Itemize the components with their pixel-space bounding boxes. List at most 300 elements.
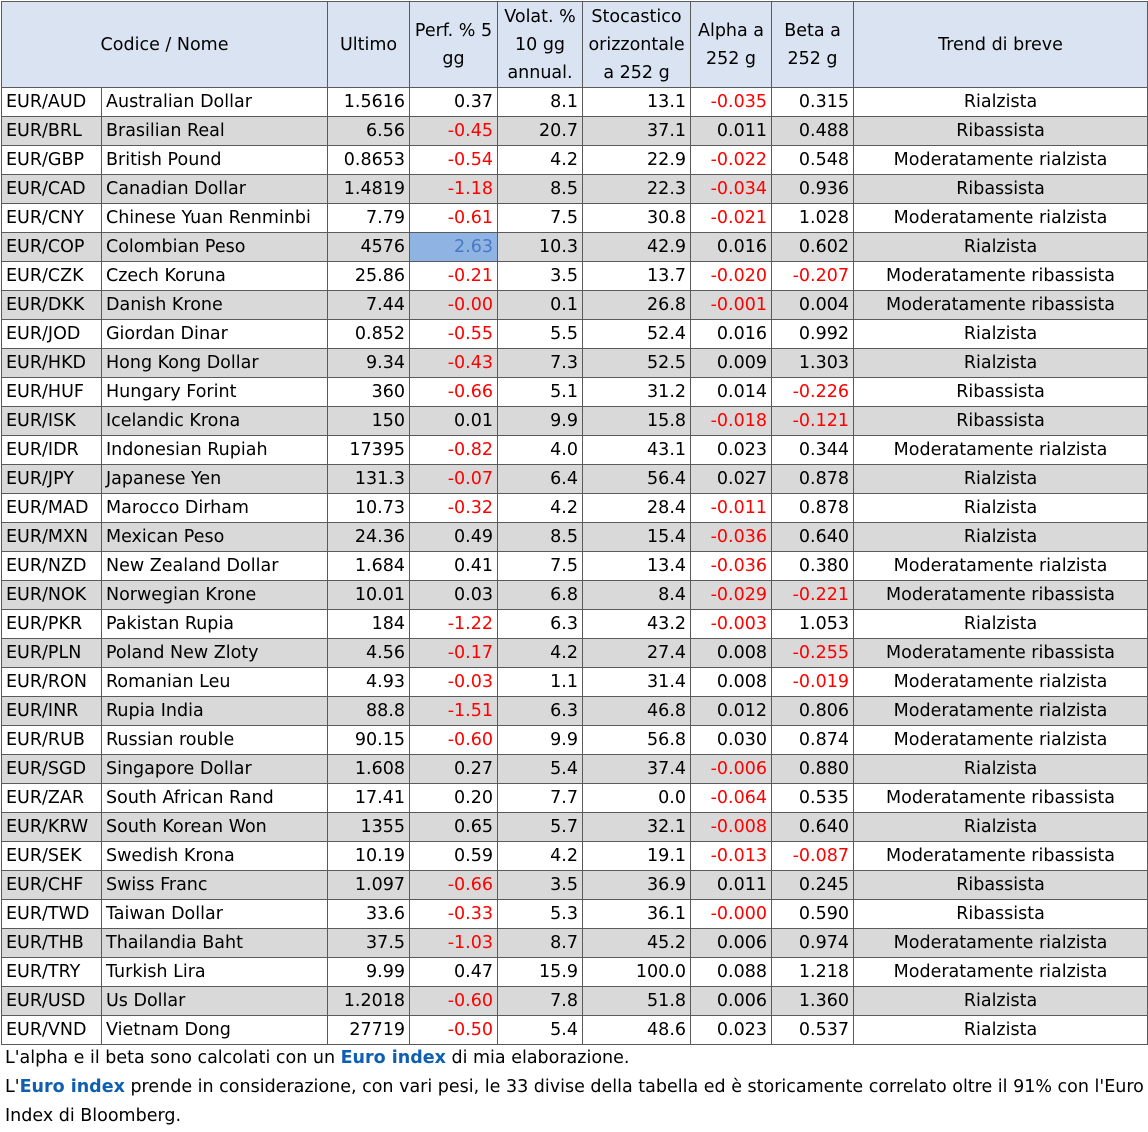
cell-stochastic[interactable]: 36.9 (583, 871, 691, 900)
cell-beta[interactable]: 0.974 (772, 929, 854, 958)
cell-perf[interactable]: 0.47 (410, 958, 498, 987)
cell-name[interactable]: South Korean Won (102, 813, 328, 842)
cell-perf[interactable]: -1.18 (410, 175, 498, 204)
cell-perf[interactable]: -0.07 (410, 465, 498, 494)
cell-volatility[interactable]: 4.2 (498, 639, 583, 668)
cell-volatility[interactable]: 5.7 (498, 813, 583, 842)
cell-alpha[interactable]: 0.023 (691, 436, 772, 465)
cell-trend[interactable]: Moderatamente rialzista (854, 204, 1148, 233)
cell-stochastic[interactable]: 15.4 (583, 523, 691, 552)
cell-last[interactable]: 90.15 (328, 726, 410, 755)
cell-name[interactable]: Indonesian Rupiah (102, 436, 328, 465)
cell-volatility[interactable]: 5.4 (498, 755, 583, 784)
cell-trend[interactable]: Rialzista (854, 523, 1148, 552)
cell-code[interactable]: EUR/ISK (2, 407, 102, 436)
cell-alpha[interactable]: -0.011 (691, 494, 772, 523)
cell-name[interactable]: Norwegian Krone (102, 581, 328, 610)
cell-beta[interactable]: 1.218 (772, 958, 854, 987)
cell-perf[interactable]: -0.82 (410, 436, 498, 465)
cell-last[interactable]: 1.608 (328, 755, 410, 784)
cell-stochastic[interactable]: 56.8 (583, 726, 691, 755)
cell-trend[interactable]: Moderatamente ribassista (854, 842, 1148, 871)
cell-last[interactable]: 10.19 (328, 842, 410, 871)
cell-stochastic[interactable]: 31.4 (583, 668, 691, 697)
cell-perf[interactable]: 0.41 (410, 552, 498, 581)
cell-volatility[interactable]: 7.7 (498, 784, 583, 813)
cell-code[interactable]: EUR/RON (2, 668, 102, 697)
cell-name[interactable]: Japanese Yen (102, 465, 328, 494)
cell-stochastic[interactable]: 30.8 (583, 204, 691, 233)
cell-beta[interactable]: 0.874 (772, 726, 854, 755)
cell-stochastic[interactable]: 37.1 (583, 117, 691, 146)
cell-trend[interactable]: Rialzista (854, 610, 1148, 639)
cell-perf[interactable]: 0.01 (410, 407, 498, 436)
cell-last[interactable]: 1.4819 (328, 175, 410, 204)
cell-stochastic[interactable]: 52.5 (583, 349, 691, 378)
cell-code[interactable]: EUR/AUD (2, 88, 102, 117)
cell-stochastic[interactable]: 0.0 (583, 784, 691, 813)
cell-code[interactable]: EUR/MXN (2, 523, 102, 552)
cell-code[interactable]: EUR/HUF (2, 378, 102, 407)
cell-name[interactable]: Swiss Franc (102, 871, 328, 900)
cell-last[interactable]: 1.2018 (328, 987, 410, 1016)
cell-name[interactable]: Australian Dollar (102, 88, 328, 117)
cell-name[interactable]: Turkish Lira (102, 958, 328, 987)
cell-beta[interactable]: 1.303 (772, 349, 854, 378)
cell-volatility[interactable]: 1.1 (498, 668, 583, 697)
cell-perf[interactable]: -0.43 (410, 349, 498, 378)
cell-beta[interactable]: 0.806 (772, 697, 854, 726)
cell-name[interactable]: Swedish Krona (102, 842, 328, 871)
cell-name[interactable]: Poland New Zloty (102, 639, 328, 668)
cell-trend[interactable]: Moderatamente rialzista (854, 146, 1148, 175)
cell-last[interactable]: 0.8653 (328, 146, 410, 175)
cell-code[interactable]: EUR/COP (2, 233, 102, 262)
cell-alpha[interactable]: 0.011 (691, 117, 772, 146)
cell-alpha[interactable]: 0.006 (691, 987, 772, 1016)
cell-beta[interactable]: 0.380 (772, 552, 854, 581)
cell-name[interactable]: Mexican Peso (102, 523, 328, 552)
header-beta[interactable]: Beta a 252 g (772, 2, 854, 88)
cell-volatility[interactable]: 15.9 (498, 958, 583, 987)
cell-perf[interactable]: -0.54 (410, 146, 498, 175)
cell-last[interactable]: 150 (328, 407, 410, 436)
cell-alpha[interactable]: -0.006 (691, 755, 772, 784)
cell-beta[interactable]: 0.878 (772, 465, 854, 494)
cell-alpha[interactable]: 0.016 (691, 320, 772, 349)
cell-name[interactable]: British Pound (102, 146, 328, 175)
cell-trend[interactable]: Moderatamente rialzista (854, 958, 1148, 987)
cell-stochastic[interactable]: 28.4 (583, 494, 691, 523)
cell-name[interactable]: Colombian Peso (102, 233, 328, 262)
cell-stochastic[interactable]: 13.7 (583, 262, 691, 291)
cell-volatility[interactable]: 3.5 (498, 262, 583, 291)
cell-stochastic[interactable]: 37.4 (583, 755, 691, 784)
cell-code[interactable]: EUR/SGD (2, 755, 102, 784)
cell-stochastic[interactable]: 45.2 (583, 929, 691, 958)
cell-alpha[interactable]: -0.020 (691, 262, 772, 291)
cell-alpha[interactable]: 0.008 (691, 639, 772, 668)
cell-perf[interactable]: -0.60 (410, 987, 498, 1016)
cell-last[interactable]: 4.56 (328, 639, 410, 668)
cell-trend[interactable]: Rialzista (854, 813, 1148, 842)
header-trend[interactable]: Trend di breve (854, 2, 1148, 88)
cell-beta[interactable]: 0.992 (772, 320, 854, 349)
cell-alpha[interactable]: -0.008 (691, 813, 772, 842)
cell-stochastic[interactable]: 48.6 (583, 1016, 691, 1045)
cell-volatility[interactable]: 0.1 (498, 291, 583, 320)
cell-perf[interactable]: -0.17 (410, 639, 498, 668)
cell-alpha[interactable]: -0.003 (691, 610, 772, 639)
cell-beta[interactable]: 0.245 (772, 871, 854, 900)
cell-name[interactable]: New Zealand Dollar (102, 552, 328, 581)
cell-last[interactable]: 1.5616 (328, 88, 410, 117)
cell-beta[interactable]: -0.207 (772, 262, 854, 291)
cell-name[interactable]: Vietnam Dong (102, 1016, 328, 1045)
cell-beta[interactable]: -0.121 (772, 407, 854, 436)
cell-perf[interactable]: -0.33 (410, 900, 498, 929)
cell-trend[interactable]: Rialzista (854, 233, 1148, 262)
cell-name[interactable]: Czech Koruna (102, 262, 328, 291)
cell-volatility[interactable]: 6.3 (498, 697, 583, 726)
cell-beta[interactable]: 0.315 (772, 88, 854, 117)
cell-code[interactable]: EUR/BRL (2, 117, 102, 146)
cell-code[interactable]: EUR/NOK (2, 581, 102, 610)
cell-last[interactable]: 25.86 (328, 262, 410, 291)
cell-alpha[interactable]: 0.012 (691, 697, 772, 726)
cell-code[interactable]: EUR/VND (2, 1016, 102, 1045)
cell-volatility[interactable]: 5.4 (498, 1016, 583, 1045)
cell-beta[interactable]: 0.004 (772, 291, 854, 320)
cell-volatility[interactable]: 10.3 (498, 233, 583, 262)
cell-alpha[interactable]: 0.014 (691, 378, 772, 407)
cell-code[interactable]: EUR/NZD (2, 552, 102, 581)
cell-stochastic[interactable]: 22.3 (583, 175, 691, 204)
cell-name[interactable]: Russian rouble (102, 726, 328, 755)
cell-perf[interactable]: -1.03 (410, 929, 498, 958)
cell-alpha[interactable]: -0.036 (691, 552, 772, 581)
cell-volatility[interactable]: 3.5 (498, 871, 583, 900)
cell-name[interactable]: Marocco Dirham (102, 494, 328, 523)
cell-alpha[interactable]: 0.006 (691, 929, 772, 958)
cell-volatility[interactable]: 9.9 (498, 726, 583, 755)
cell-last[interactable]: 37.5 (328, 929, 410, 958)
cell-name[interactable]: Hong Kong Dollar (102, 349, 328, 378)
cell-name[interactable]: Taiwan Dollar (102, 900, 328, 929)
cell-last[interactable]: 7.79 (328, 204, 410, 233)
cell-code[interactable]: EUR/TWD (2, 900, 102, 929)
cell-last[interactable]: 10.73 (328, 494, 410, 523)
cell-stochastic[interactable]: 56.4 (583, 465, 691, 494)
cell-code[interactable]: EUR/SEK (2, 842, 102, 871)
cell-beta[interactable]: 0.602 (772, 233, 854, 262)
cell-last[interactable]: 33.6 (328, 900, 410, 929)
cell-perf[interactable]: 0.65 (410, 813, 498, 842)
cell-stochastic[interactable]: 26.8 (583, 291, 691, 320)
cell-perf[interactable]: -0.21 (410, 262, 498, 291)
cell-last[interactable]: 1355 (328, 813, 410, 842)
cell-trend[interactable]: Moderatamente rialzista (854, 697, 1148, 726)
cell-volatility[interactable]: 7.3 (498, 349, 583, 378)
cell-alpha[interactable]: -0.021 (691, 204, 772, 233)
cell-volatility[interactable]: 7.5 (498, 552, 583, 581)
cell-trend[interactable]: Rialzista (854, 88, 1148, 117)
cell-perf[interactable]: 2.63 (410, 233, 498, 262)
cell-alpha[interactable]: 0.023 (691, 1016, 772, 1045)
cell-perf[interactable]: -0.66 (410, 378, 498, 407)
cell-volatility[interactable]: 9.9 (498, 407, 583, 436)
cell-beta[interactable]: 0.537 (772, 1016, 854, 1045)
cell-beta[interactable]: -0.221 (772, 581, 854, 610)
header-perf[interactable]: Perf. % 5 gg (410, 2, 498, 88)
cell-volatility[interactable]: 6.8 (498, 581, 583, 610)
cell-stochastic[interactable]: 42.9 (583, 233, 691, 262)
cell-last[interactable]: 9.99 (328, 958, 410, 987)
cell-name[interactable]: Danish Krone (102, 291, 328, 320)
cell-beta[interactable]: 0.488 (772, 117, 854, 146)
cell-stochastic[interactable]: 19.1 (583, 842, 691, 871)
cell-last[interactable]: 360 (328, 378, 410, 407)
cell-beta[interactable]: 0.878 (772, 494, 854, 523)
cell-beta[interactable]: 0.640 (772, 523, 854, 552)
cell-name[interactable]: Hungary Forint (102, 378, 328, 407)
cell-trend[interactable]: Ribassista (854, 378, 1148, 407)
cell-stochastic[interactable]: 32.1 (583, 813, 691, 842)
cell-name[interactable]: Chinese Yuan Renminbi (102, 204, 328, 233)
cell-perf[interactable]: 0.37 (410, 88, 498, 117)
cell-code[interactable]: EUR/CHF (2, 871, 102, 900)
cell-name[interactable]: Singapore Dollar (102, 755, 328, 784)
cell-trend[interactable]: Ribassista (854, 175, 1148, 204)
cell-last[interactable]: 4576 (328, 233, 410, 262)
cell-perf[interactable]: 0.03 (410, 581, 498, 610)
cell-beta[interactable]: 0.590 (772, 900, 854, 929)
cell-trend[interactable]: Ribassista (854, 407, 1148, 436)
cell-last[interactable]: 1.097 (328, 871, 410, 900)
cell-trend[interactable]: Ribassista (854, 900, 1148, 929)
cell-perf[interactable]: -0.55 (410, 320, 498, 349)
cell-beta[interactable]: 1.360 (772, 987, 854, 1016)
cell-perf[interactable]: -0.32 (410, 494, 498, 523)
cell-perf[interactable]: -0.61 (410, 204, 498, 233)
cell-trend[interactable]: Ribassista (854, 871, 1148, 900)
cell-stochastic[interactable]: 52.4 (583, 320, 691, 349)
cell-stochastic[interactable]: 8.4 (583, 581, 691, 610)
cell-code[interactable]: EUR/PKR (2, 610, 102, 639)
cell-beta[interactable]: 0.880 (772, 755, 854, 784)
cell-beta[interactable]: -0.226 (772, 378, 854, 407)
cell-alpha[interactable]: -0.035 (691, 88, 772, 117)
cell-name[interactable]: South African Rand (102, 784, 328, 813)
cell-last[interactable]: 6.56 (328, 117, 410, 146)
header-alpha[interactable]: Alpha a 252 g (691, 2, 772, 88)
cell-trend[interactable]: Rialzista (854, 320, 1148, 349)
cell-code[interactable]: EUR/CNY (2, 204, 102, 233)
cell-last[interactable]: 0.852 (328, 320, 410, 349)
cell-trend[interactable]: Moderatamente rialzista (854, 552, 1148, 581)
cell-beta[interactable]: 1.028 (772, 204, 854, 233)
cell-beta[interactable]: -0.019 (772, 668, 854, 697)
header-stochastic[interactable]: Stocastico orizzontale a 252 g (583, 2, 691, 88)
cell-volatility[interactable]: 6.3 (498, 610, 583, 639)
cell-trend[interactable]: Moderatamente rialzista (854, 929, 1148, 958)
cell-trend[interactable]: Rialzista (854, 1016, 1148, 1045)
cell-name[interactable]: Giordan Dinar (102, 320, 328, 349)
cell-stochastic[interactable]: 100.0 (583, 958, 691, 987)
cell-beta[interactable]: 1.053 (772, 610, 854, 639)
cell-code[interactable]: EUR/IDR (2, 436, 102, 465)
cell-volatility[interactable]: 4.0 (498, 436, 583, 465)
cell-perf[interactable]: 0.27 (410, 755, 498, 784)
cell-volatility[interactable]: 5.3 (498, 900, 583, 929)
cell-last[interactable]: 10.01 (328, 581, 410, 610)
cell-stochastic[interactable]: 22.9 (583, 146, 691, 175)
cell-last[interactable]: 1.684 (328, 552, 410, 581)
cell-last[interactable]: 88.8 (328, 697, 410, 726)
cell-beta[interactable]: 0.535 (772, 784, 854, 813)
cell-code[interactable]: EUR/MAD (2, 494, 102, 523)
cell-beta[interactable]: 0.936 (772, 175, 854, 204)
cell-stochastic[interactable]: 15.8 (583, 407, 691, 436)
cell-perf[interactable]: 0.20 (410, 784, 498, 813)
cell-perf[interactable]: -0.66 (410, 871, 498, 900)
cell-code[interactable]: EUR/RUB (2, 726, 102, 755)
header-last[interactable]: Ultimo (328, 2, 410, 88)
cell-name[interactable]: Rupia India (102, 697, 328, 726)
cell-alpha[interactable]: -0.022 (691, 146, 772, 175)
cell-code[interactable]: EUR/HKD (2, 349, 102, 378)
cell-trend[interactable]: Moderatamente ribassista (854, 291, 1148, 320)
cell-beta[interactable]: -0.087 (772, 842, 854, 871)
cell-volatility[interactable]: 5.1 (498, 378, 583, 407)
cell-trend[interactable]: Moderatamente rialzista (854, 726, 1148, 755)
cell-alpha[interactable]: -0.013 (691, 842, 772, 871)
cell-last[interactable]: 131.3 (328, 465, 410, 494)
cell-perf[interactable]: -1.22 (410, 610, 498, 639)
cell-beta[interactable]: -0.255 (772, 639, 854, 668)
cell-code[interactable]: EUR/USD (2, 987, 102, 1016)
cell-alpha[interactable]: 0.027 (691, 465, 772, 494)
cell-stochastic[interactable]: 43.1 (583, 436, 691, 465)
cell-name[interactable]: Brasilian Real (102, 117, 328, 146)
header-code-name[interactable]: Codice / Nome (2, 2, 328, 88)
cell-trend[interactable]: Moderatamente rialzista (854, 668, 1148, 697)
cell-last[interactable]: 7.44 (328, 291, 410, 320)
cell-perf[interactable]: 0.49 (410, 523, 498, 552)
cell-stochastic[interactable]: 36.1 (583, 900, 691, 929)
cell-volatility[interactable]: 8.5 (498, 523, 583, 552)
cell-volatility[interactable]: 8.1 (498, 88, 583, 117)
cell-trend[interactable]: Moderatamente ribassista (854, 639, 1148, 668)
cell-last[interactable]: 4.93 (328, 668, 410, 697)
cell-trend[interactable]: Rialzista (854, 987, 1148, 1016)
cell-perf[interactable]: -1.51 (410, 697, 498, 726)
cell-perf[interactable]: -0.50 (410, 1016, 498, 1045)
cell-name[interactable]: Canadian Dollar (102, 175, 328, 204)
cell-stochastic[interactable]: 43.2 (583, 610, 691, 639)
cell-volatility[interactable]: 4.2 (498, 146, 583, 175)
cell-perf[interactable]: -0.60 (410, 726, 498, 755)
cell-trend[interactable]: Moderatamente ribassista (854, 784, 1148, 813)
cell-code[interactable]: EUR/GBP (2, 146, 102, 175)
cell-alpha[interactable]: -0.018 (691, 407, 772, 436)
cell-alpha[interactable]: -0.064 (691, 784, 772, 813)
cell-perf[interactable]: -0.00 (410, 291, 498, 320)
cell-volatility[interactable]: 5.5 (498, 320, 583, 349)
cell-alpha[interactable]: -0.029 (691, 581, 772, 610)
cell-trend[interactable]: Rialzista (854, 465, 1148, 494)
cell-name[interactable]: Icelandic Krona (102, 407, 328, 436)
cell-stochastic[interactable]: 13.1 (583, 88, 691, 117)
cell-code[interactable]: EUR/JOD (2, 320, 102, 349)
cell-beta[interactable]: 0.344 (772, 436, 854, 465)
cell-perf[interactable]: 0.59 (410, 842, 498, 871)
cell-perf[interactable]: -0.45 (410, 117, 498, 146)
cell-code[interactable]: EUR/DKK (2, 291, 102, 320)
cell-last[interactable]: 17.41 (328, 784, 410, 813)
cell-last[interactable]: 184 (328, 610, 410, 639)
cell-trend[interactable]: Rialzista (854, 349, 1148, 378)
cell-trend[interactable]: Rialzista (854, 755, 1148, 784)
cell-alpha[interactable]: 0.008 (691, 668, 772, 697)
cell-alpha[interactable]: 0.088 (691, 958, 772, 987)
cell-name[interactable]: Pakistan Rupia (102, 610, 328, 639)
cell-stochastic[interactable]: 27.4 (583, 639, 691, 668)
cell-volatility[interactable]: 6.4 (498, 465, 583, 494)
cell-volatility[interactable]: 7.8 (498, 987, 583, 1016)
cell-volatility[interactable]: 4.2 (498, 842, 583, 871)
cell-alpha[interactable]: -0.034 (691, 175, 772, 204)
cell-volatility[interactable]: 4.2 (498, 494, 583, 523)
cell-code[interactable]: EUR/KRW (2, 813, 102, 842)
cell-last[interactable]: 17395 (328, 436, 410, 465)
cell-name[interactable]: Romanian Leu (102, 668, 328, 697)
cell-trend[interactable]: Ribassista (854, 117, 1148, 146)
cell-volatility[interactable]: 8.7 (498, 929, 583, 958)
cell-trend[interactable]: Moderatamente ribassista (854, 262, 1148, 291)
cell-code[interactable]: EUR/THB (2, 929, 102, 958)
cell-stochastic[interactable]: 13.4 (583, 552, 691, 581)
cell-name[interactable]: Us Dollar (102, 987, 328, 1016)
cell-last[interactable]: 27719 (328, 1016, 410, 1045)
cell-trend[interactable]: Moderatamente ribassista (854, 581, 1148, 610)
cell-alpha[interactable]: -0.036 (691, 523, 772, 552)
cell-alpha[interactable]: -0.000 (691, 900, 772, 929)
cell-code[interactable]: EUR/JPY (2, 465, 102, 494)
cell-perf[interactable]: -0.03 (410, 668, 498, 697)
cell-code[interactable]: EUR/CZK (2, 262, 102, 291)
cell-name[interactable]: Thailandia Baht (102, 929, 328, 958)
cell-volatility[interactable]: 8.5 (498, 175, 583, 204)
cell-code[interactable]: EUR/CAD (2, 175, 102, 204)
cell-last[interactable]: 9.34 (328, 349, 410, 378)
cell-stochastic[interactable]: 31.2 (583, 378, 691, 407)
cell-volatility[interactable]: 20.7 (498, 117, 583, 146)
cell-beta[interactable]: 0.548 (772, 146, 854, 175)
cell-volatility[interactable]: 7.5 (498, 204, 583, 233)
cell-alpha[interactable]: 0.030 (691, 726, 772, 755)
cell-stochastic[interactable]: 51.8 (583, 987, 691, 1016)
cell-stochastic[interactable]: 46.8 (583, 697, 691, 726)
cell-trend[interactable]: Rialzista (854, 494, 1148, 523)
cell-code[interactable]: EUR/PLN (2, 639, 102, 668)
cell-code[interactable]: EUR/TRY (2, 958, 102, 987)
cell-code[interactable]: EUR/ZAR (2, 784, 102, 813)
cell-alpha[interactable]: 0.016 (691, 233, 772, 262)
cell-alpha[interactable]: 0.011 (691, 871, 772, 900)
cell-alpha[interactable]: 0.009 (691, 349, 772, 378)
cell-code[interactable]: EUR/INR (2, 697, 102, 726)
